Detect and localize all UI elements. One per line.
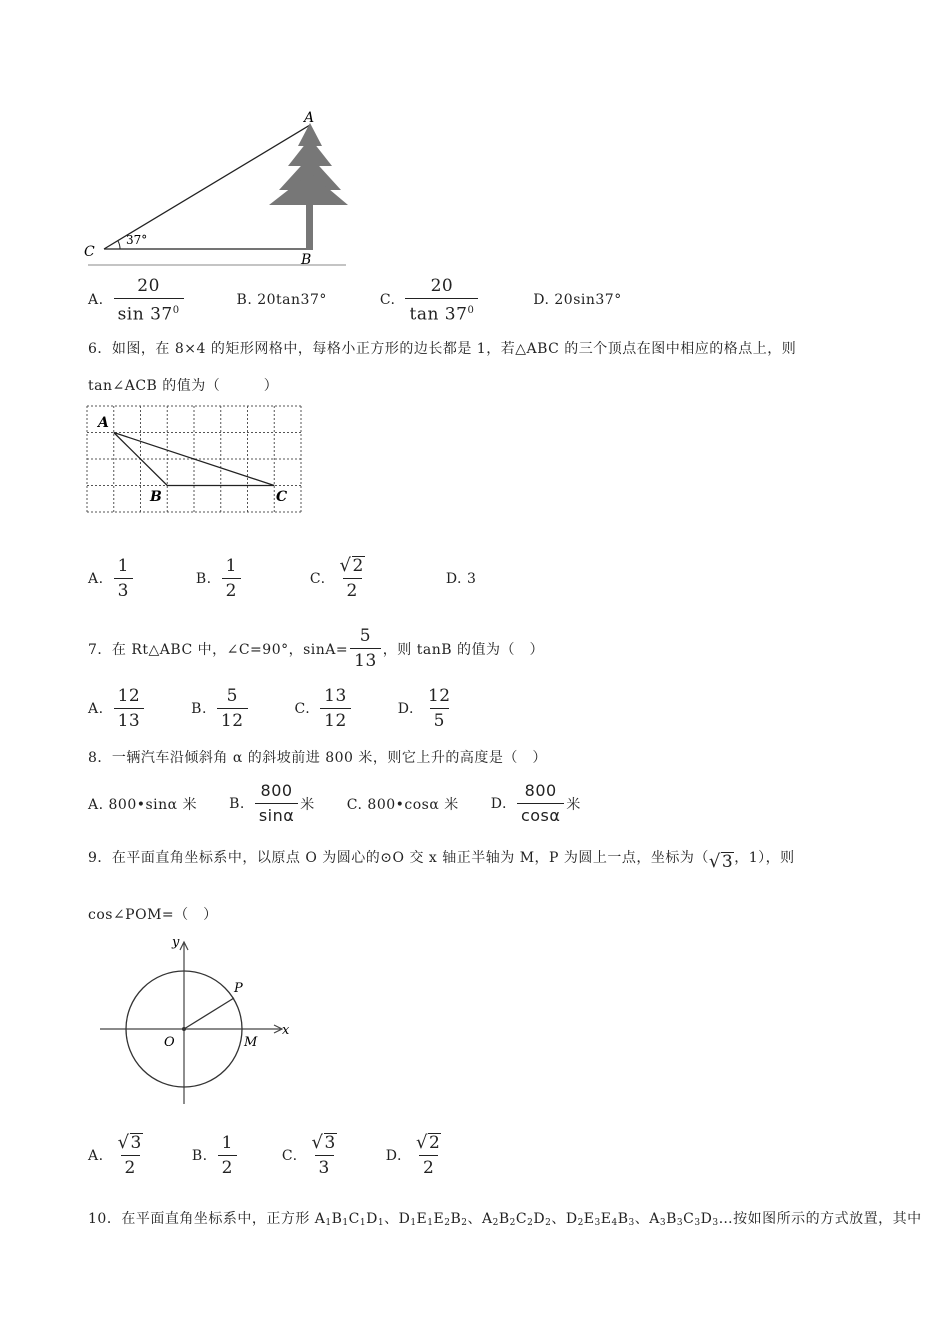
q8-stem: 8．一辆汽车沿倾斜角 α 的斜坡前进 800 米，则它上升的高度是（ ） bbox=[88, 750, 547, 766]
radius-op bbox=[184, 998, 234, 1029]
option-label: D. bbox=[385, 1147, 402, 1164]
numerator: 1 bbox=[117, 556, 129, 576]
q8-option-d[interactable] bbox=[491, 781, 581, 826]
q10-square-1: $A_1B_1C_1D_1$ bbox=[314, 1211, 385, 1228]
option-label: C. bbox=[281, 1147, 298, 1164]
triangle-abc bbox=[114, 433, 275, 486]
hypotenuse-ca bbox=[104, 125, 310, 249]
q9-options bbox=[88, 1133, 447, 1178]
q7-option-c[interactable] bbox=[295, 686, 353, 731]
sqrt-icon: √ bbox=[415, 1132, 428, 1153]
numerator: 12 bbox=[427, 686, 451, 706]
q6-label-c: C bbox=[276, 489, 288, 505]
q10-square-5: $A_3B_3C_3D_3$ bbox=[649, 1211, 719, 1228]
q9-stem-pre: 9．在平面直角坐标系中，以原点 O 为圆心的⊙O 交 x 轴正半轴为 M，P 为圆上一点，坐标为（ bbox=[88, 849, 709, 866]
separator: 、 bbox=[551, 1211, 566, 1227]
denominator: 2 bbox=[343, 578, 362, 601]
radicand: 2 bbox=[428, 1133, 441, 1153]
numerator: 1 bbox=[225, 556, 237, 576]
q5-tree-figure bbox=[84, 108, 354, 270]
q10-square-3: $A_2B_2C_2D_2$ bbox=[482, 1211, 552, 1228]
numerator: 13 bbox=[324, 686, 347, 706]
option-label: C. bbox=[379, 292, 396, 309]
radicand: 3 bbox=[324, 1133, 336, 1153]
q7-option-b[interactable] bbox=[191, 686, 249, 731]
q10-stem-pre: 10．在平面直角坐标系中，正方形 bbox=[88, 1211, 315, 1227]
q5-label-a: A bbox=[304, 110, 315, 126]
option-label: D. bbox=[397, 700, 414, 717]
q8-option-c[interactable]: C. 800•cosα 米 bbox=[346, 796, 459, 813]
denominator: 3 bbox=[114, 578, 133, 601]
q6-option-c[interactable] bbox=[310, 556, 371, 601]
numerator: 800 bbox=[524, 781, 557, 800]
q9-option-c[interactable] bbox=[282, 1133, 343, 1178]
q6-option-d[interactable]: D. 3 bbox=[445, 570, 477, 587]
sqrt-icon: √ bbox=[117, 1132, 130, 1153]
q10-square-2: $D_1E_1E_2B_2$ bbox=[398, 1211, 468, 1228]
denominator: 3 bbox=[315, 1155, 334, 1178]
separator: 、 bbox=[467, 1211, 483, 1227]
q8-option-a[interactable]: A. 800•sinα 米 bbox=[88, 796, 198, 813]
q6-stem-line1: 6．如图，在 8×4 的矩形网格中，每格小正方形的边长都是 1，若△ABC 的三个顶点在图中相应的格点上，则 bbox=[88, 341, 797, 357]
numerator: 20 bbox=[137, 276, 160, 296]
denominator: 13 bbox=[350, 648, 381, 671]
q10-stem-post: …按如图所示的方式放置，其中 bbox=[718, 1211, 922, 1227]
option-label: C. bbox=[294, 700, 311, 717]
q9-option-b[interactable] bbox=[192, 1133, 239, 1178]
q9-label-o: O bbox=[164, 1035, 175, 1050]
option-label: A. bbox=[88, 700, 104, 717]
q7-option-a[interactable] bbox=[88, 686, 146, 731]
denominator: 2 bbox=[419, 1155, 438, 1178]
option-label: B. bbox=[191, 1147, 208, 1164]
q5-option-a[interactable] bbox=[88, 276, 186, 325]
numerator: 5 bbox=[226, 686, 238, 706]
option-label: C. bbox=[309, 570, 326, 587]
separator: 、 bbox=[384, 1211, 399, 1227]
q6-label-a: A bbox=[98, 415, 109, 431]
q6-label-b: B bbox=[150, 489, 162, 505]
q6-option-b[interactable] bbox=[196, 556, 243, 601]
angle-arc bbox=[118, 241, 120, 249]
q9-stem-line1 bbox=[88, 842, 795, 871]
q10-square-4: $D_2E_3E_4B_3$ bbox=[565, 1211, 635, 1228]
degree-sup: 0 bbox=[172, 305, 180, 316]
q5-options bbox=[88, 276, 622, 325]
sqrt-icon: √ bbox=[339, 555, 352, 576]
denominator: cosα bbox=[517, 803, 564, 826]
denominator: sin 37 bbox=[117, 304, 173, 325]
option-label: A. bbox=[88, 570, 104, 587]
radicand: 3 bbox=[130, 1133, 142, 1153]
q5-option-b[interactable]: B. 20tan37° bbox=[236, 292, 327, 309]
q8-options bbox=[88, 781, 581, 826]
degree-sup: 0 bbox=[467, 305, 475, 316]
q7-stem bbox=[88, 626, 544, 671]
denominator: sinα bbox=[255, 803, 298, 826]
q9-stem-line2: cos∠POM=（ ） bbox=[88, 907, 218, 923]
option-label: A. bbox=[88, 1147, 104, 1164]
q5-label-c: C bbox=[84, 244, 95, 260]
q9-stem-post: ，1），则 bbox=[734, 849, 795, 866]
radicand: 2 bbox=[352, 556, 364, 576]
denominator: 12 bbox=[320, 708, 351, 731]
q9-option-a[interactable] bbox=[88, 1133, 149, 1178]
q7-option-d[interactable] bbox=[398, 686, 457, 731]
sqrt-icon: √ bbox=[311, 1132, 324, 1153]
q9-option-d[interactable] bbox=[386, 1133, 448, 1178]
q5-label-b: B bbox=[301, 252, 312, 268]
q8-option-b[interactable] bbox=[229, 781, 315, 826]
option-label: B. bbox=[195, 570, 212, 587]
separator: 、 bbox=[634, 1211, 650, 1227]
unit: 米 bbox=[300, 796, 315, 813]
option-label: D. bbox=[490, 795, 507, 812]
q7-stem-post: ，则 tanB 的值为（ ） bbox=[382, 641, 544, 658]
denominator: tan 37 bbox=[409, 304, 468, 325]
q5-angle-label: 37° bbox=[126, 233, 148, 247]
unit: 米 bbox=[566, 796, 581, 813]
sqrt-icon: √ bbox=[708, 851, 721, 872]
q6-option-a[interactable] bbox=[88, 556, 135, 601]
denominator: 12 bbox=[217, 708, 248, 731]
denominator: 5 bbox=[430, 708, 449, 731]
q9-label-y: y bbox=[172, 935, 180, 950]
numerator: 12 bbox=[117, 686, 141, 706]
q5-option-c[interactable] bbox=[380, 276, 481, 325]
denominator: 2 bbox=[222, 578, 241, 601]
numerator: 5 bbox=[359, 626, 372, 646]
option-label: A. bbox=[88, 292, 104, 309]
q9-label-p: P bbox=[234, 981, 243, 996]
q9-label-m: M bbox=[244, 1035, 258, 1050]
q9-circle-figure bbox=[96, 934, 296, 1106]
numerator: 20 bbox=[430, 276, 454, 296]
q5-option-d[interactable]: D. 20sin37° bbox=[533, 292, 622, 309]
q6-stem-line2: tan∠ACB 的值为（ ） bbox=[88, 378, 279, 394]
q7-stem-pre: 7．在 Rt△ABC 中，∠C=90°，sinA= bbox=[88, 641, 349, 658]
q7-options bbox=[88, 686, 457, 731]
radicand: 3 bbox=[721, 852, 734, 872]
option-label: B. bbox=[229, 795, 245, 812]
denominator: 13 bbox=[114, 708, 145, 731]
denominator: 2 bbox=[121, 1155, 140, 1178]
origin-dot bbox=[182, 1027, 186, 1031]
numerator: 800 bbox=[260, 781, 293, 800]
option-label: B. bbox=[191, 700, 207, 717]
q6-grid-figure bbox=[84, 403, 306, 515]
q6-options bbox=[88, 556, 476, 601]
q9-label-x: x bbox=[282, 1023, 290, 1038]
q10-stem bbox=[88, 1208, 922, 1228]
denominator: 2 bbox=[218, 1155, 237, 1178]
numerator: 1 bbox=[221, 1133, 233, 1153]
